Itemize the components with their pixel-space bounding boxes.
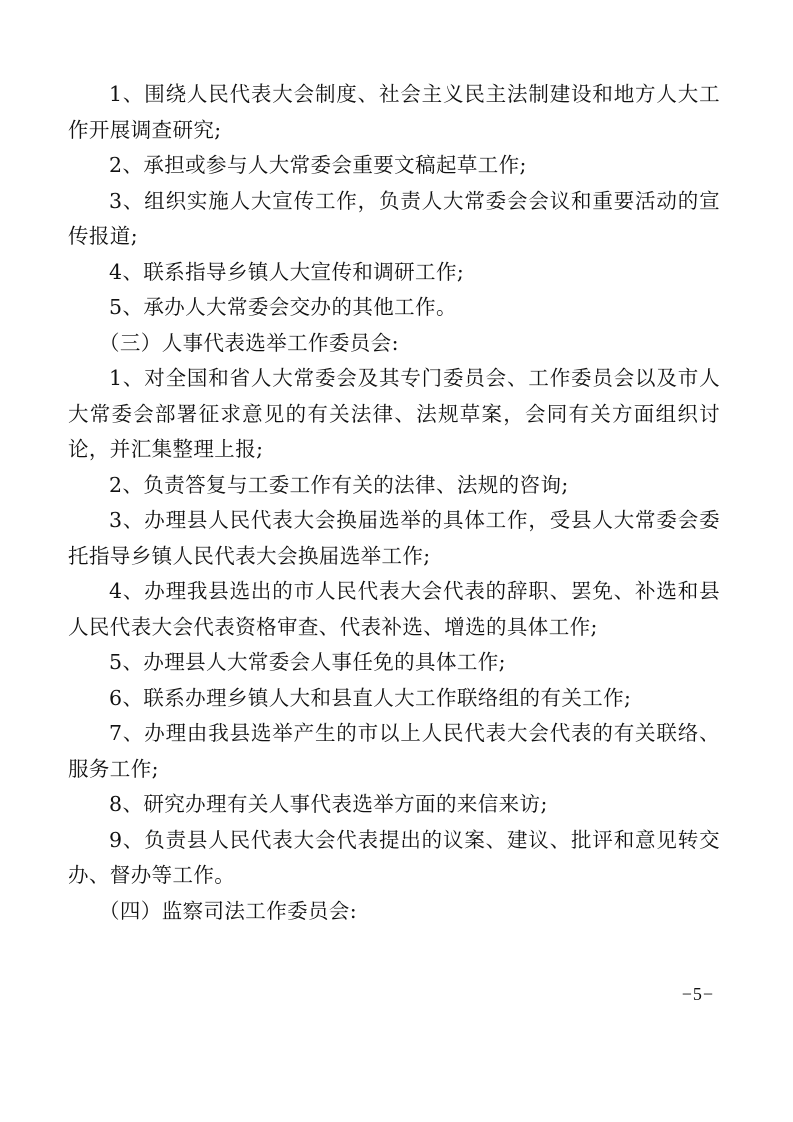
document-body — [68, 77, 720, 929]
list-item: 3、办理县人民代表大会换届选举的具体工作，受县人大常委会委托指导乡镇人民代表大会换届选举工作; — [68, 508, 720, 568]
list-item: 1、围绕人民代表大会制度、社会主义民主法制建设和地方人大工作开展调查研究; — [68, 82, 720, 142]
list-item: 5、承办人大常委会交办的其他工作。 — [109, 295, 457, 319]
list-item: 6、联系办理乡镇人大和县直人大工作联络组的有关工作; — [109, 685, 632, 710]
list-item: 2、承担或参与人大常委会重要文稿起草工作; — [109, 153, 527, 177]
list-item: 8、研究办理有关人事代表选举方面的来信来访; — [109, 792, 548, 816]
list-item: 4、办理我县选出的市人民代表大会代表的辞职、罢免、补选和县人民代表大会代表资格审查、代表补选、增选的具体工作; — [68, 579, 720, 639]
list-item: 1、对全国和省人大常委会及其专门委员会、工作委员会以及市人大常委会部署征求意见的有关法律、法规草案，会同有关方面组织讨论，并汇集整理上报; — [68, 366, 720, 461]
list-item: 7、办理由我县选举产生的市以上人民代表大会代表的有关联络、服务工作; — [68, 721, 720, 781]
list-item: 2、负责答复与工委工作有关的法律、法规的咨询; — [109, 472, 569, 497]
section-heading: （三）人事代表选举工作委员会: — [99, 330, 399, 355]
list-item: 5、办理县人大常委会人事任免的具体工作; — [109, 650, 506, 674]
page-number: −5− — [681, 984, 714, 1004]
list-item: 9、负责县人民代表大会代表提出的议案、建议、批评和意见转交办、督办等工作。 — [68, 827, 720, 887]
section-heading: （四）监察司法工作委员会: — [99, 898, 358, 923]
list-item: 3、组织实施人大宣传工作，负责人大常委会会议和重要活动的宣传报道; — [68, 188, 720, 248]
list-item: 4、联系指导乡镇人大宣传和调研工作; — [109, 259, 465, 284]
